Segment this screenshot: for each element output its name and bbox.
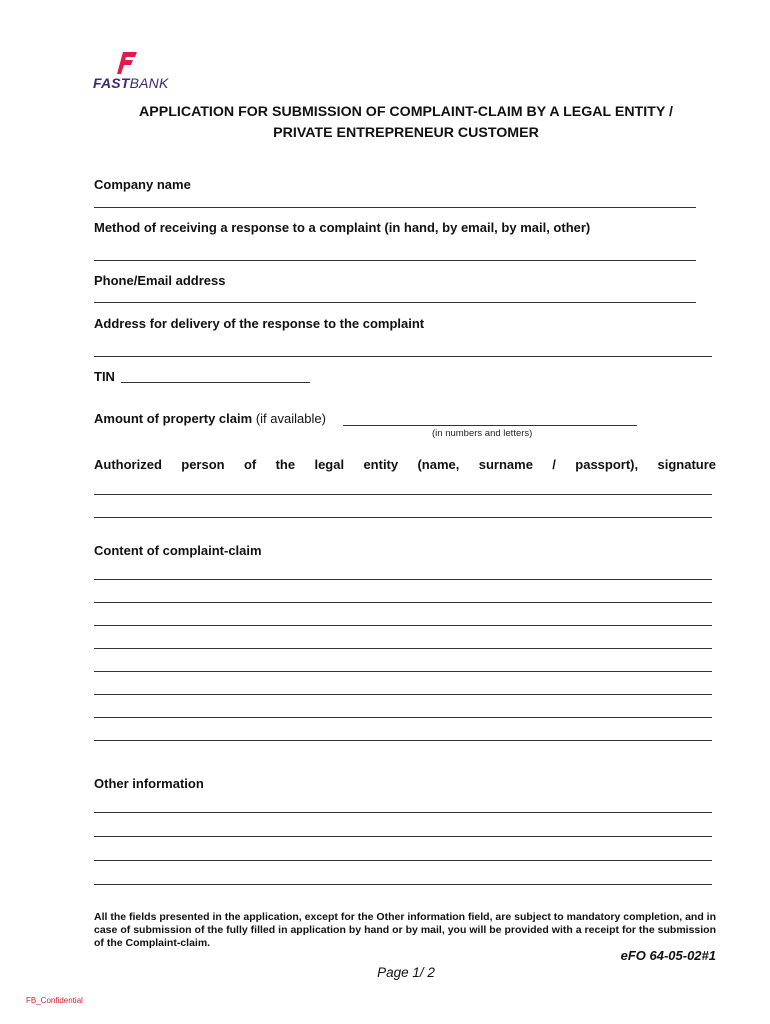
complaint-content-line[interactable] <box>94 602 712 603</box>
other-information-label: Other information <box>94 776 204 791</box>
fastbank-wordmark: FASTBANK <box>93 75 169 91</box>
delivery-address-field[interactable] <box>94 356 712 357</box>
form-title-line-1: APPLICATION FOR SUBMISSION OF COMPLAINT-CLAIM BY A LEGAL ENTITY / <box>139 104 673 120</box>
authorized-word: entity <box>363 457 399 472</box>
page-number: Page 1/ 2 <box>377 965 435 980</box>
property-claim-label: Amount of property claim (if available) <box>94 411 326 426</box>
authorized-word: the <box>275 457 296 472</box>
authorized-word: person <box>181 457 225 472</box>
authorized-word: signature <box>657 457 716 472</box>
company-name-label: Company name <box>94 177 191 192</box>
property-claim-field[interactable] <box>343 425 637 426</box>
authorized-word: of <box>243 457 257 472</box>
delivery-address-label: Address for delivery of the response to the complaint <box>94 316 425 331</box>
authorized-word: / <box>552 457 556 472</box>
phone-email-label: Phone/Email address <box>94 273 226 288</box>
property-claim-note: (if available) <box>255 411 326 426</box>
tin-label: TIN <box>94 369 115 384</box>
fastbank-logo-mark-icon <box>117 52 137 76</box>
other-information-line[interactable] <box>94 836 712 837</box>
phone-email-field[interactable] <box>94 302 696 303</box>
complaint-content-line[interactable] <box>94 648 712 649</box>
property-claim-hint: (in numbers and letters) <box>432 428 533 439</box>
authorized-word: passport), <box>575 457 639 472</box>
company-name-field[interactable] <box>94 207 696 208</box>
other-information-line[interactable] <box>94 860 712 861</box>
complaint-content-line[interactable] <box>94 579 712 580</box>
form-code: eFO 64-05-02#1 <box>620 948 716 963</box>
complaint-content-line[interactable] <box>94 671 712 672</box>
tin-field[interactable] <box>121 382 310 383</box>
complaint-content-line[interactable] <box>94 740 712 741</box>
complaint-content-line[interactable] <box>94 717 712 718</box>
authorized-person-field[interactable] <box>94 517 712 518</box>
mandatory-fields-note: All the fields presented in the application, except for the Other information field, are subject to mandatory completion, and in case of submission of the fully filled in application by hand or by mail, you will be provided with a receipt for the submission of the Complaint-claim. <box>94 911 716 949</box>
authorized-person-label <box>94 457 716 472</box>
authorized-word: legal <box>314 457 345 472</box>
form-title-line-2: PRIVATE ENTREPRENEUR CUSTOMER <box>273 125 539 141</box>
authorized-word: surname <box>478 457 533 472</box>
other-information-line[interactable] <box>94 884 712 885</box>
authorized-word: (name, <box>417 457 460 472</box>
complaint-content-line[interactable] <box>94 694 712 695</box>
other-information-line[interactable] <box>94 812 712 813</box>
authorized-person-field[interactable] <box>94 494 712 495</box>
confidential-label: FB_Confidential <box>26 996 83 1005</box>
fastbank-logo <box>93 52 173 92</box>
complaint-content-line[interactable] <box>94 625 712 626</box>
complaint-content-label: Content of complaint-claim <box>94 543 262 558</box>
response-method-field[interactable] <box>94 260 696 261</box>
response-method-label: Method of receiving a response to a complaint (in hand, by email, by mail, other) <box>94 220 591 235</box>
authorized-word: Authorized <box>94 457 162 472</box>
